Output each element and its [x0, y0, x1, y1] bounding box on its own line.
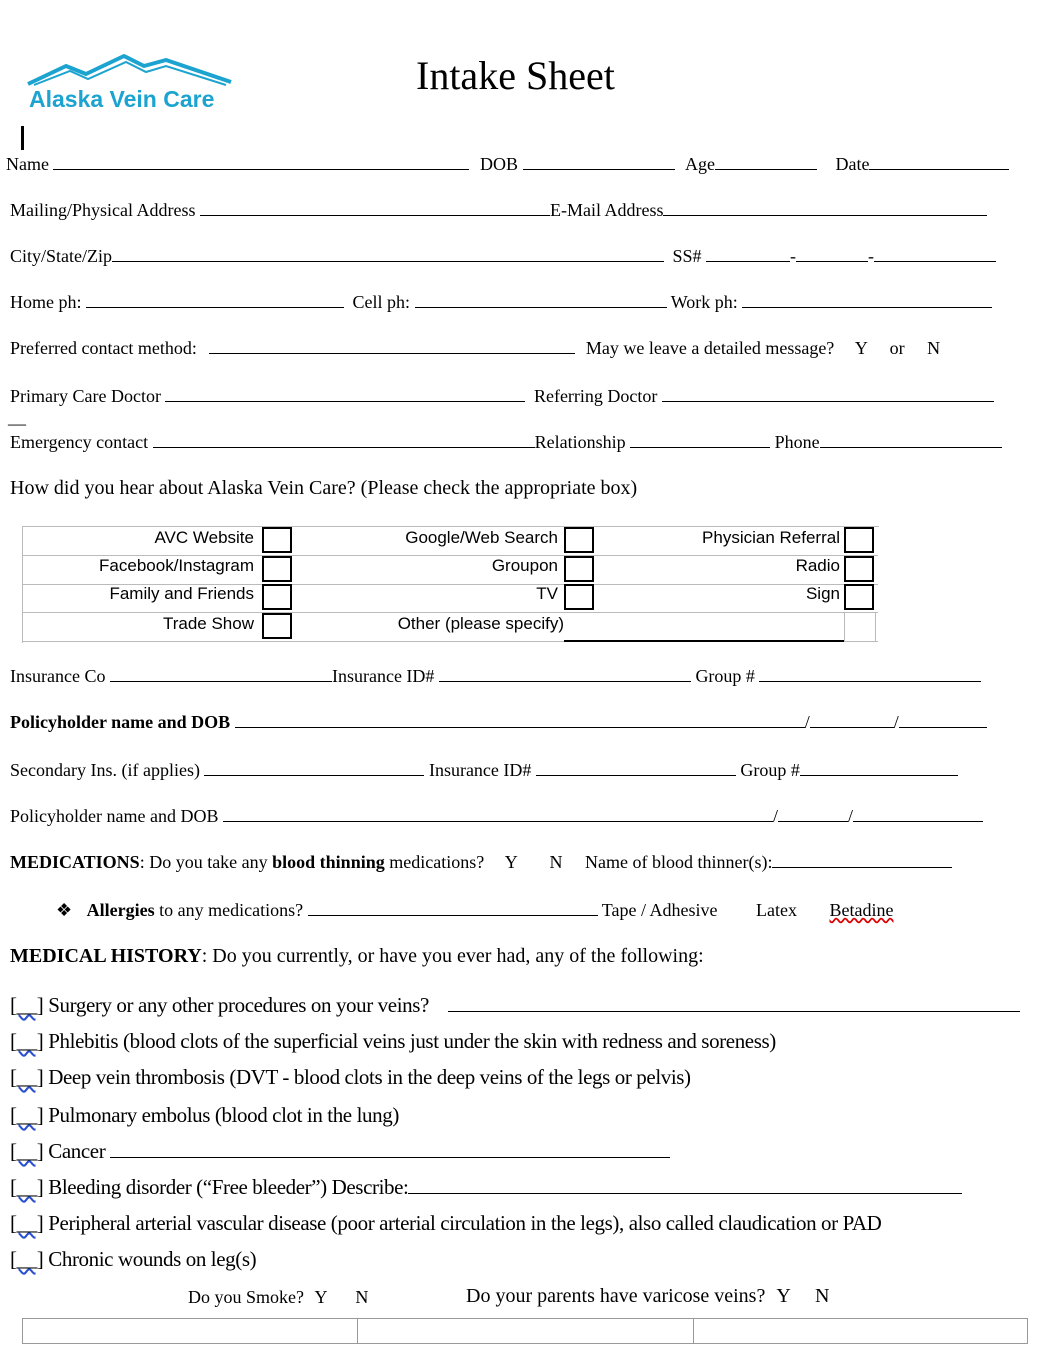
leave-message-no[interactable]: N: [927, 338, 941, 358]
family-checkbox[interactable]: [262, 584, 292, 610]
referral-option: Trade Show: [162, 614, 254, 633]
address-field[interactable]: [10, 199, 987, 221]
history-item-label: Deep vein thrombosis (DVT - blood clots in the deep veins of the legs or pelvis): [48, 1065, 691, 1089]
secondary-label: Secondary Ins. (if applies): [10, 760, 200, 780]
relationship-label: Relationship: [534, 432, 626, 452]
tv-checkbox[interactable]: [564, 584, 594, 610]
doctor-fields[interactable]: [10, 385, 994, 407]
google-checkbox[interactable]: [564, 527, 594, 553]
history-item-label: Surgery or any other procedures on your veins?: [48, 993, 429, 1017]
ssn-dash-2: -: [868, 246, 875, 266]
smoke-no[interactable]: N: [355, 1287, 369, 1307]
slash: /: [847, 806, 853, 826]
leave-message-label: May we leave a detailed message?: [585, 338, 835, 358]
history-item[interactable]: [10, 1139, 670, 1164]
secondary-insurance[interactable]: [10, 759, 958, 781]
history-item[interactable]: [10, 1029, 776, 1054]
allergies-row[interactable]: [56, 899, 893, 921]
slash: /: [893, 712, 899, 732]
history-checkbox[interactable]: [__]: [10, 1029, 44, 1053]
emergency-contact-label: Emergency contact: [10, 432, 149, 452]
mountain-logo-icon: [26, 52, 236, 88]
referral-question: How did you hear about Alaska Vein Care? (Please check the appropriate box): [10, 477, 638, 499]
referral-option: Other (please specify): [397, 614, 564, 633]
age-label: Age: [685, 154, 715, 174]
blood-thinning-text: blood thinning: [272, 852, 385, 872]
group-label: Group #: [695, 666, 755, 686]
allergies-question: to any medications?: [154, 900, 304, 920]
referral-option: Physician Referral: [702, 528, 840, 547]
groupon-checkbox[interactable]: [564, 556, 594, 582]
referral-option: Family and Friends: [109, 584, 254, 603]
ssn-label: SS#: [672, 246, 702, 266]
history-item-label: Cancer: [48, 1139, 106, 1163]
policyholder-primary[interactable]: [10, 711, 987, 733]
avc-website-checkbox[interactable]: [262, 527, 292, 553]
referral-option: Google/Web Search: [405, 528, 558, 547]
leave-message-yes[interactable]: Y: [854, 338, 868, 358]
slash: /: [772, 806, 778, 826]
insurance-fields[interactable]: [10, 665, 981, 687]
medical-history-question: : Do you currently, or have you ever had, any of the following:: [201, 945, 704, 967]
date-label: Date: [835, 154, 870, 174]
history-item[interactable]: [10, 1175, 962, 1200]
group-2-label: Group #: [740, 760, 800, 780]
history-item[interactable]: [10, 1211, 881, 1236]
history-item-label: Peripheral arterial vascular disease (poor arterial circulation in the legs), also called claudication or PAD: [48, 1211, 882, 1235]
history-item-label: Phlebitis (blood clots of the superficial veins just under the skin with redness and soreness): [48, 1029, 776, 1053]
parents-yes[interactable]: Y: [776, 1285, 791, 1307]
email-label: E-Mail Address: [550, 200, 664, 220]
medical-history-label: MEDICAL HISTORY: [10, 945, 202, 967]
parents-label: Do your parents have varicose veins?: [466, 1285, 766, 1307]
referral-option: Radio: [795, 556, 840, 575]
referring-doctor-label: Referring Doctor: [533, 386, 658, 406]
name-field[interactable]: [6, 153, 1009, 175]
logo: [26, 52, 236, 114]
allergies-label: Allergies: [86, 900, 155, 920]
referral-option: Sign: [805, 584, 840, 603]
policyholder-bold-label: Policyholder name and DOB: [10, 712, 231, 732]
radio-checkbox[interactable]: [844, 556, 874, 582]
insurance-co-label: Insurance Co: [10, 666, 106, 686]
city-state-zip-field[interactable]: [10, 245, 996, 267]
medications-no[interactable]: N: [549, 852, 563, 872]
name-label: Name: [6, 154, 49, 174]
medications-question: : Do you take any: [139, 852, 273, 872]
referral-option: TV: [536, 584, 558, 603]
history-item-label: Chronic wounds on leg(s): [48, 1247, 257, 1271]
logo-text: Alaska Vein Care: [29, 86, 215, 112]
leave-message-or: or: [889, 338, 905, 358]
referral-option: Groupon: [491, 556, 558, 575]
history-checkbox[interactable]: [__]: [10, 1065, 44, 1089]
history-checkbox[interactable]: [__]: [10, 1139, 44, 1163]
history-item[interactable]: [10, 1247, 256, 1272]
ssn-dash-1: -: [790, 246, 797, 266]
bottom-table: [22, 1318, 1028, 1344]
history-item[interactable]: [10, 1103, 399, 1128]
facebook-checkbox[interactable]: [262, 556, 292, 582]
sign-checkbox[interactable]: [844, 584, 874, 610]
primary-doctor-label: Primary Care Doctor: [10, 386, 161, 406]
dob-label: DOB: [479, 154, 518, 174]
medications-label: MEDICATIONS: [10, 852, 140, 872]
referral-option: AVC Website: [154, 528, 254, 547]
preferred-contact-label: Preferred contact method:: [10, 338, 197, 358]
history-item[interactable]: [10, 993, 1020, 1018]
work-phone-label: Work ph:: [670, 292, 738, 312]
history-checkbox[interactable]: [__]: [10, 1247, 44, 1271]
mailing-address-label: Mailing/Physical Address: [10, 200, 196, 220]
medications-row[interactable]: [10, 851, 952, 873]
other-specify-field[interactable]: [564, 640, 844, 642]
history-checkbox[interactable]: [__]: [10, 1103, 44, 1127]
policyholder-secondary[interactable]: [10, 805, 983, 827]
bullet-icon: ❖: [56, 900, 73, 920]
betadine-option[interactable]: Betadine: [829, 900, 894, 920]
parents-no[interactable]: N: [815, 1285, 830, 1307]
page-title: Intake Sheet: [416, 53, 615, 98]
phone-label: Phone: [774, 432, 820, 452]
home-phone-label: Home ph:: [10, 292, 82, 312]
policyholder-label: Policyholder name and DOB: [10, 806, 219, 826]
referral-grid: [22, 526, 878, 642]
smoke-yes[interactable]: Y: [314, 1287, 327, 1307]
slash: /: [804, 712, 810, 732]
history-checkbox[interactable]: [__]: [10, 1211, 44, 1235]
blood-thinner-name-label: Name of blood thinner(s):: [585, 852, 773, 872]
medications-yes[interactable]: Y: [504, 852, 518, 872]
history-checkbox[interactable]: [__]: [10, 993, 44, 1017]
cell-phone-label: Cell ph:: [352, 292, 410, 312]
latex-option[interactable]: Latex: [756, 900, 797, 920]
history-checkbox[interactable]: [__]: [10, 1175, 44, 1199]
medications-question-end: medications?: [384, 852, 485, 872]
text-cursor: [21, 126, 24, 150]
physician-referral-checkbox[interactable]: [844, 527, 874, 553]
medical-history-heading: [10, 945, 704, 968]
stray-mark: __: [8, 407, 26, 427]
history-item-label: Bleeding disorder (“Free bleeder”) Describe:: [48, 1175, 409, 1199]
phone-fields[interactable]: [10, 291, 992, 313]
city-state-zip-label: City/State/Zip: [10, 246, 112, 266]
tape-option[interactable]: Tape / Adhesive: [601, 900, 718, 920]
parents-question[interactable]: [466, 1285, 830, 1308]
insurance-id-2-label: Insurance ID#: [428, 760, 532, 780]
insurance-id-label: Insurance ID#: [331, 666, 435, 686]
smoke-label: Do you Smoke?: [188, 1287, 304, 1307]
history-item[interactable]: [10, 1065, 691, 1090]
emergency-fields[interactable]: [10, 431, 1002, 453]
referral-option: Facebook/Instagram: [99, 556, 254, 575]
history-item-label: Pulmonary embolus (blood clot in the lung): [48, 1103, 399, 1127]
trade-show-checkbox[interactable]: [262, 613, 292, 639]
contact-method-field[interactable]: [10, 337, 940, 359]
smoke-question[interactable]: [188, 1287, 368, 1308]
